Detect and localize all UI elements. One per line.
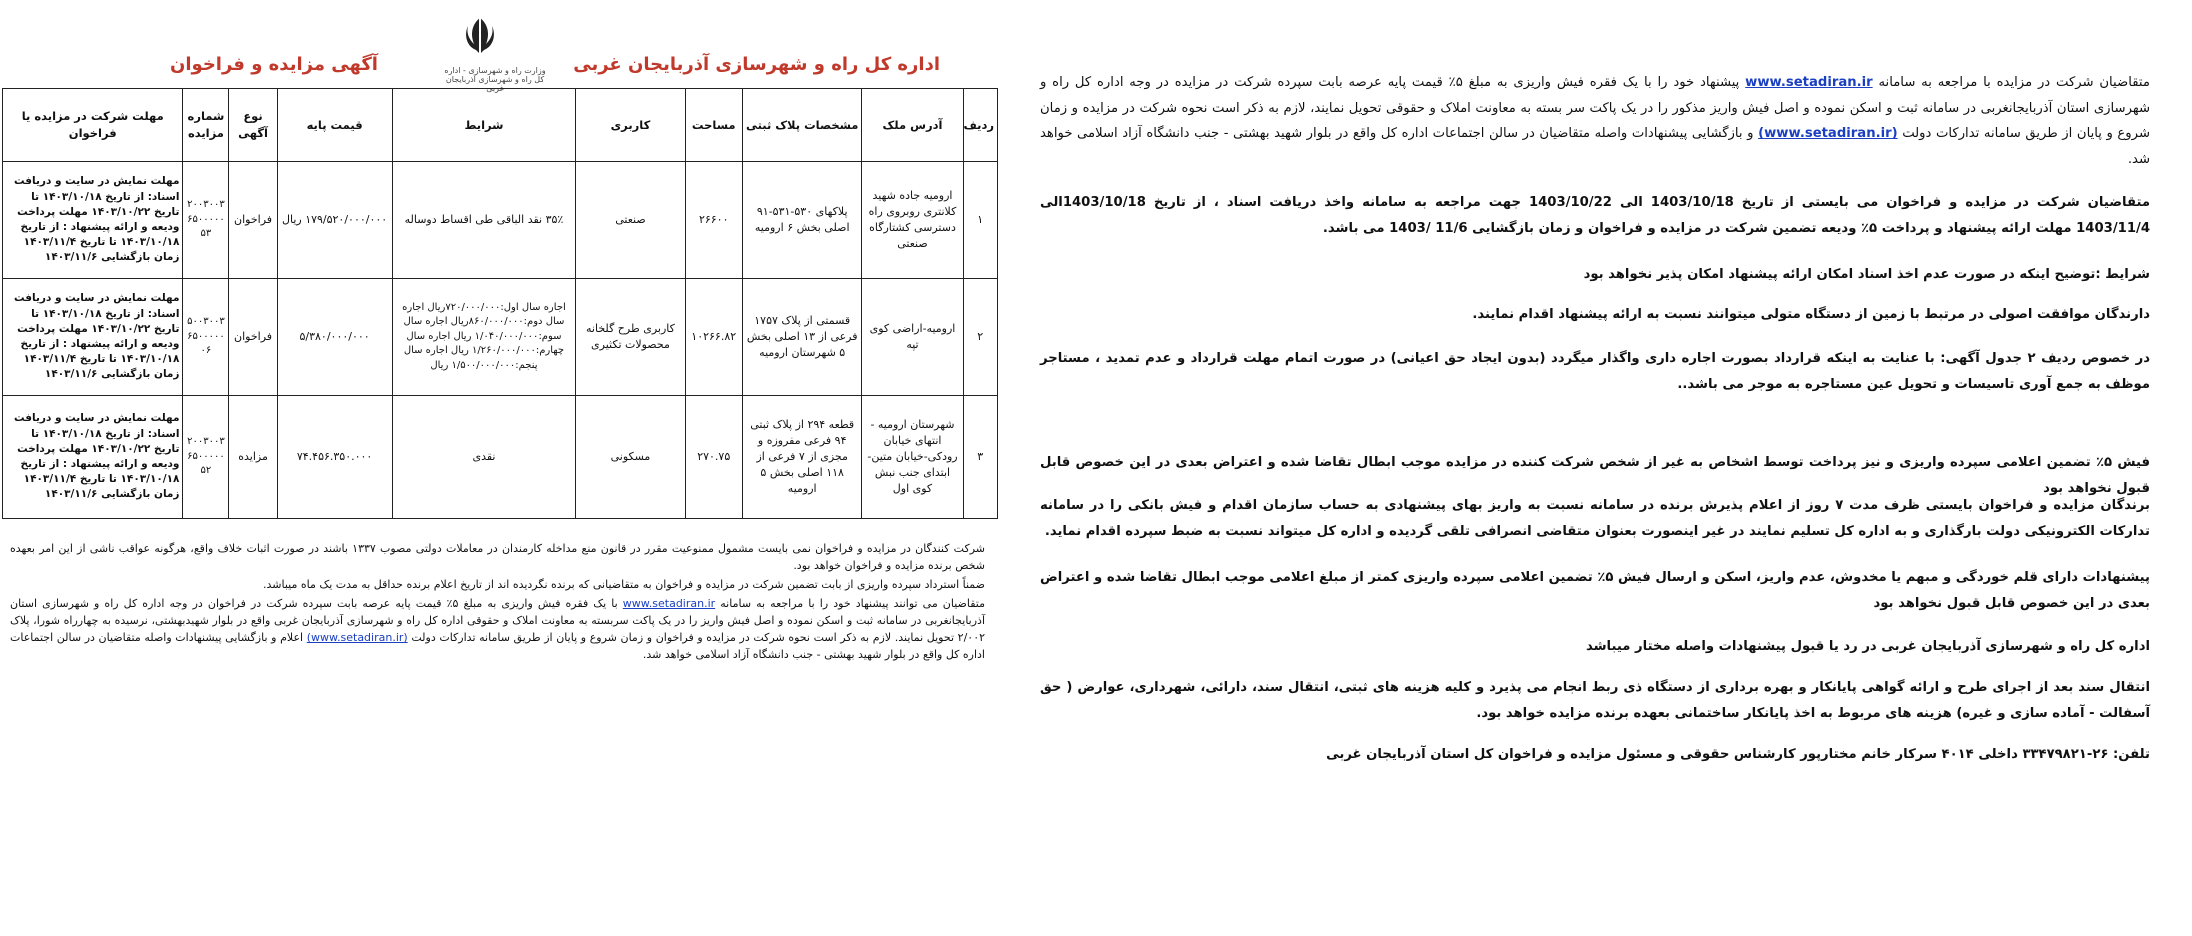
right-para-7 [1040,493,2150,544]
right-para-9 [1040,634,2150,660]
right-text: و بازگشایی پیشنهادات واصله متقاضیان در سالن اجتماعات اداره کل واقع در بلوار شهید بهشتی - جنب دانشگاه آزاد اسلامی خواهد شد. [1040,126,2150,168]
org-title: اداره کل راه و شهرسازی آذربایجان غربی [573,54,940,75]
cell-terms: نقدی [392,396,576,519]
right-text: اداره کل راه و شهرسازی آذربایجان غربی در رد یا قبول پیشنهادات واصله مختار میباشد [1585,639,2150,654]
right-text: پیشنهاد خود را با یک فقره فیش واریزی به مبلغ ۵٪ قیمت پایه عرصه بابت سپرده شرکت در مزایده در وجه اداره کل راه و شهرسازی استان آذربایجانغربی در سامانه ثبت و اسکن نموده و اصل فیش واریز مذکور را در یک پاکت سر بسته به معاونت املاک و حقوقی تحویل نمایند، لازم به ذکر است نحوه شرکت در مزایده و زمان شروع و پایان از طریق سامانه تدارکات دولت [1040,75,2150,142]
cell-usage: کاربری طرح گلخانه محصولات تکثیری [576,279,685,396]
right-text: برندگان مزایده و فراخوان بایستی ظرف مدت ۷ روز از اعلام پذیرش برنده در سامانه نسبت به واریز بهای پیشنهادی به حساب سازمان اقدام و فیش بانکی را در سامانه تدارکات الکترونیکی دولت بارگذاری و به اداره کل تسلیم نمایند در غیر اینصورت بعنوان متقاضی انصرافی تلقی گردیده و اداره کل میتواند نسبت به ضبط سپرده اقدام نماید. [1040,498,2150,539]
notice-header [0,14,1000,93]
right-text: شرایط :توضیح اینکه در صورت عدم اخذ اسناد امکان ارائه پیشنهاد امکان پذیر نخواهد بود [1583,267,2150,282]
contact-phone [1040,742,2150,768]
right-text: تلفن: ۲۶-۳۳۴۷۹۸۲۱ داخلی ۴۰۱۴ سرکار خانم مختارپور کارشناس حقوقی و مسئول مزایده و فراخوان کل استان آذربایجان غربی [1326,747,2150,762]
col-deadline: مهلت شرکت در مزایده یا فراخوان [3,89,183,162]
cell-type: فراخوان [229,279,277,396]
col-address: آدرس ملک [862,89,963,162]
cell-price: ۱۷۹/۵۲۰/۰۰۰/۰۰۰ ریال [277,162,392,279]
cell-number: ۵۰۰۳۰۰۳۶۵۰۰۰۰۰۰۶ [183,279,229,396]
cell-type: فراخوان [229,162,277,279]
notice-footer [10,540,985,665]
footer-para-3 [10,595,985,663]
col-area: مساحت [685,89,742,162]
cell-number: ۲۰۰۳۰۰۳۶۵۰۰۰۰۰۵۲ [183,396,229,519]
cell-price: ۵/۳۸۰/۰۰۰/۰۰۰ [277,279,392,396]
table-row [3,279,998,396]
cell-usage: مسکونی [576,396,685,519]
col-usage: کاربری [576,89,685,162]
right-para-2 [1040,190,2150,241]
right-para-1 [1040,70,2150,173]
right-text: پیشنهادات دارای قلم خوردگی و مبهم یا مخدوش، عدم واریز، اسکن و ارسال فیش ۵٪ تضمین اعلامی سپرده واریزی کمتر از مبلغ اعلامی موجب ابطال تقاضا شده و اعتراض بعدی در این خصوص قابل قبول نخواهد بود [1040,570,2150,611]
cell-deadline: مهلت نمایش در سایت و دریافت اسناد: از تاریخ ۱۴۰۳/۱۰/۱۸ تا تاریخ ۱۴۰۳/۱۰/۲۲ مهلت پرداخت ودیعه و ارائه پیشنهاد : از تاریخ ۱۴۰۳/۱۰/۱۸ تا تاریخ ۱۴۰۳/۱۱/۴ زمان بازگشایی ۱۴۰۳/۱۱/۶ [3,279,183,396]
cell-plaque: قطعه ۲۹۴ از پلاک ثبتی ۹۴ فرعی مفروزه و مجزی از ۷ فرعی از ۱۱۸ اصلی بخش ۵ ارومیه [742,396,861,519]
footer-para-1: شرکت کنندگان در مزایده و فراخوان نمی بایست مشمول ممنوعیت مقرر در قانون منع مداخله کارمندان در معاملات دولتی مصوب ۱۳۳۷ باشند در صورت اثبات خلاف واقع، هرگونه عواقب ناشی از این امر بعهده شخص برنده مزایده و فراخوان خواهد بود. [10,542,985,573]
right-para-10 [1040,675,2150,726]
cell-type: مزایده [229,396,277,519]
cell-plaque: پلاکهای ۵۳۰-۵۳۱-۹۱ اصلی بخش ۶ ارومیه [742,162,861,279]
right-text: در خصوص ردیف ۲ جدول آگهی: با عنایت به اینکه قرارداد بصورت اجاره داری واگذار میگردد (بدون ایجاد حق اعیانی) در صورت اتمام مهلت قرارداد و عدم تمدید ، مستاجر موظف به جمع آوری تاسیسات و تحویل عین مستاجره به موجر می باشد.. [1040,351,2151,392]
right-text: انتقال سند بعد از اجرای طرح و ارائه گواهی پایانکار و بهره برداری از دستگاه ذی ربط انجام می پذیرد و کلیه هزینه های ثبتی، انتقال سند، دارائی، شهرداری، عوارض ( حق آسفالت - آماده سازی و غیره) هزینه های مربوط به اخذ پایانکار ساختمانی بعهده برنده مزایده خواهد بود. [1040,680,2150,721]
setadiran-link[interactable]: (www.setadiran.ir) [306,631,408,645]
cell-plaque: قسمتی از پلاک ۱۷۵۷ فرعی از ۱۳ اصلی بخش ۵ شهرستان ارومیه [742,279,861,396]
cell-usage: صنعتی [576,162,685,279]
cell-terms: ۳۵٪ نقد الباقی طی اقساط دوساله [392,162,576,279]
right-para-3 [1040,262,2150,288]
col-price: قیمت پایه [277,89,392,162]
table-row [3,162,998,279]
col-number: شماره مزایده [183,89,229,162]
footer-text: اعلام و بازگشایی پیشنهادات واصله متقاضیان در سالن اجتماعات اداره کل واقع در بلوار شهید بهشتی - جنب دانشگاه آزاد اسلامی خواهد شد. [10,631,985,662]
cell-area: ۲۷۰.۷۵ [685,396,742,519]
right-para-4 [1040,302,2150,328]
table-header-row [3,89,998,162]
col-plaque: مشخصات پلاک ثبتی [742,89,861,162]
cell-address: شهرستان ارومیه - انتهای خیابان رودکی-خیابان متین-ابتدای جنب نبش کوی اول [862,396,963,519]
right-para-5 [1040,346,2150,397]
right-text: فیش ۵٪ تضمین اعلامی سپرده واریزی و نیز پرداخت توسط اشخاص به غیر از شخص شرکت کننده در مزایده موجب ابطال تقاضا شده و اعتراض بعدی در این خصوص قابل قبول نخواهد بود [1040,455,2150,496]
footer-para-2: ضمناً استرداد سپرده واریزی از بابت تضمین شرکت در مزایده و فراخوان به متقاضیانی که برنده نگردیده اند از تاریخ اعلام برنده حداقل به مدت یک ماه میباشد. [263,578,985,592]
notice-left [0,0,1000,936]
col-type: نوع آگهی [229,89,277,162]
cell-row: ۲ [963,279,997,396]
cell-area: ۲۶۶۰۰ [685,162,742,279]
cell-address: ارومیه-اراضی کوی تپه [862,279,963,396]
auction-table [2,88,998,519]
col-row: ردیف [963,89,997,162]
cell-row: ۱ [963,162,997,279]
cell-deadline: مهلت نمایش در سایت و دریافت اسناد: از تاریخ ۱۴۰۳/۱۰/۱۸ تا تاریخ ۱۴۰۳/۱۰/۲۲ مهلت پرداخت ودیعه و ارائه پیشنهاد : از تاریخ ۱۴۰۳/۱۰/۱۸ تا تاریخ ۱۴۰۳/۱۱/۴ زمان بازگشایی ۱۴۰۳/۱۱/۶ [3,162,183,279]
footer-text: متقاضیان می توانند پیشنهاد خود را با مراجعه به سامانه [720,597,986,611]
iran-emblem-icon [452,14,508,62]
right-text: متقاضیان شرکت در مزایده و فراخوان می بایستی از تاریخ 1403/10/18 الی 1403/10/22 جهت مراجعه به سامانه واخذ دریافت اسناد ، از تاریخ 1403/10/18الی 1403/11/4 مهلت ارائه پیشنهاد و پرداخت ۵٪ ودیعه تضمین شرکت در مزایده و فراخوان و زمان بازگشایی 11/6 /1403 می باشد. [1040,195,2150,236]
right-text: دارندگان موافقت اصولی در مرتبط با زمین از دستگاه متولی میتوانند نسبت به ارائه پیشنهاد اقدام نمایند. [1472,307,2150,322]
setadiran-link[interactable]: (www.setadiran.ir) [1758,126,1898,142]
cell-address: ارومیه جاده شهید کلانتری روبروی راه دسترسی کشتارگاه صنعتی [862,162,963,279]
footer-text: با یک فقره فیش واریزی به مبلغ ۵٪ قیمت پایه عرصه بابت سپرده شرکت در فراخوان در وجه اداره کل راه و شهرسازی استان آذربایجانغربی در سامانه ثبت و اسکن نموده و اصل فیش واریز را در یک پاکت سربسته به معاونت املاک و حقوقی اداره کل راه و شهرسازی آذربایجان غربی واقع در بلوار شهیدبهشتی، نرسیده به چهارراه شورا، پلاک ۲/۰۰۲ تحویل نمایند. لازم به ذکر است نحوه شرکت در مزایده و فراخوان و زمان شروع و پایان از طریق سامانه تدارکات دولت [10,597,986,645]
right-para-8 [1040,565,2150,616]
table-row [3,396,998,519]
cell-price: ۷۴.۴۵۶.۳۵۰.۰۰۰ [277,396,392,519]
right-text: متقاضیان شرکت در مزایده با مراجعه به سامانه [1878,75,2150,90]
emblem-caption: وزارت راه و شهرسازی - اداره کل راه و شهرسازی آذربایجان غربی [444,66,546,93]
setadiran-link[interactable]: www.setadiran.ir [622,597,716,611]
cell-area: ۱۰۲۶۶.۸۲ [685,279,742,396]
cell-number: ۲۰۰۳۰۰۳۶۵۰۰۰۰۰۵۳ [183,162,229,279]
cell-row: ۳ [963,396,997,519]
notice-right [1040,0,2150,936]
col-terms: شرایط [392,89,576,162]
setadiran-link[interactable]: www.setadiran.ir [1745,75,1873,90]
cell-deadline: مهلت نمایش در سایت و دریافت اسناد: از تاریخ ۱۴۰۳/۱۰/۱۸ تا تاریخ ۱۴۰۳/۱۰/۲۲ مهلت پرداخت ودیعه و ارائه پیشنهاد : از تاریخ ۱۴۰۳/۱۰/۱۸ تا تاریخ ۱۴۰۳/۱۱/۴ زمان بازگشایی ۱۴۰۳/۱۱/۶ [3,396,183,519]
cell-terms: اجاره سال اول:۷۲۰/۰۰۰/۰۰۰ریال اجاره سال دوم:۸۶۰/۰۰۰/۰۰۰ریال اجاره سال سوم:۱/۰۴۰/۰۰۰/۰۰۰ ریال اجاره سال چهارم:۱/۲۶۰/۰۰۰/۰۰۰ ریال اجاره سال پنجم:۱/۵۰۰/۰۰۰/۰۰۰ ریال [392,279,576,396]
notice-title: آگهی مزایده و فراخوان [170,54,378,75]
